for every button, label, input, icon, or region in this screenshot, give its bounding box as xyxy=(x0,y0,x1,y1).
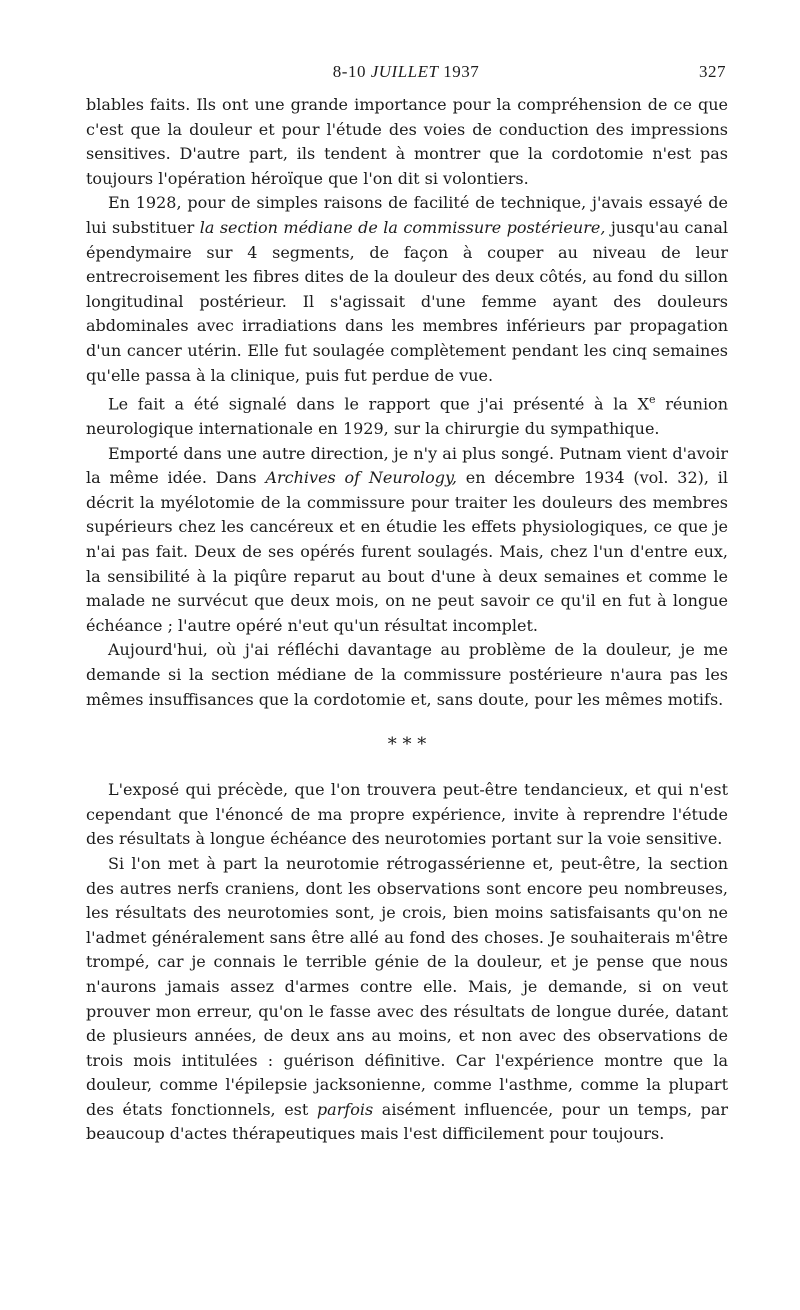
paragraph-3-superscript: e xyxy=(649,393,656,407)
paragraph-2-text-a: En 1928, pour de simples raisons de facilité de technique, j'avais essayé de lui substituer xyxy=(86,193,728,237)
running-header xyxy=(86,62,726,86)
paragraph-4 xyxy=(86,442,728,639)
header-date xyxy=(86,62,726,82)
article-body xyxy=(86,93,728,1147)
paragraph-7 xyxy=(86,852,728,1147)
paragraph-2-italic: la section médiane de la commissure postérieure, xyxy=(199,217,606,237)
paragraph-5: Aujourd'hui, où j'ai réfléchi davantage au problème de la douleur, je me demande si la section médiane de la commissure postérieure n'aura pas les mêmes insuffisances que la cordotomie et, sans doute, pour les mêmes motifs. xyxy=(86,640,728,709)
paragraph-7-italic: parfois xyxy=(316,1099,374,1119)
paragraph-3-text-b: réunion neurologique internationale en 1929, sur la chirurgie du sympathique. xyxy=(86,394,728,439)
paragraph-4-italic: Archives of Neurology, xyxy=(265,468,457,488)
paragraph-4-text-a: Emporté dans une autre direction, je n'y ai plus songé. Putnam vient d'avoir la même idée. Dans xyxy=(86,443,728,488)
paragraph-2-text-b: jusqu'au canal épendymaire sur 4 segments, de façon à couper au niveau de leur entrecroisement les fibres dites de la douleur des deux côtés, au fond du sillon longitudinal postérieur. Il s'agissait d'une femme ayant des douleurs abdominales avec irradiations dans les membres inférieurs par propagation d'un cancer utérin. Elle fut soulagée complètement pendant les cinq semaines qu'elle passa à la clinique, puis fut perdue de vue. xyxy=(86,217,729,385)
paragraph-3-text-a: Le fait a été signalé dans le rapport que j'ai présenté à la X xyxy=(108,394,650,414)
paragraph-3 xyxy=(86,388,728,442)
page-number: 327 xyxy=(699,62,726,81)
paragraph-7-text-b: aisément influencée, pour un temps, par beaucoup d'actes thérapeutiques mais l'est difficilement pour toujours. xyxy=(86,1099,729,1144)
paragraph-7-text-a: Si l'on met à part la neurotomie rétrogassérienne et, peut-être, la section des autres nerfs craniens, dont les observations sont encore peu nombreuses, les résultats des neurotomies sont, je crois, bien moins satisfaisants qu'on ne l'admet généralement sans être allé au fond des choses. Je souhaiterais m'être trompé, car je connais le terrible génie de la douleur, et je pense que nous n'aurons jamais assez d'armes contre elle. Mais, je demande, si on veut prouver mon erreur, qu'on le fasse avec des résultats de longue durée, datant de plusieurs années, de deux ans au moins, et non avec des observations de trois mois intitulées : guérison définitive. Car l'expérience montre que la douleur, comme l'épilepsie jacksonienne, comme l'asthme, comme la plupart des états fonctionnels, est xyxy=(86,853,728,1119)
paragraph-6: L'exposé qui précède, que l'on trouvera peut-être tendancieux, et qui n'est cependant que l'énoncé de ma propre expérience, invite à reprendre l'étude des résultats à longue échéance des neurotomies portant sur la voie sensitive. xyxy=(86,780,728,849)
header-date-year: 1937 xyxy=(438,62,480,81)
section-separator: * * * xyxy=(387,734,427,756)
header-date-month: JUILLET xyxy=(370,62,439,81)
paragraph-1: blables faits. Ils ont une grande importance pour la compréhension de ce que c'est que la douleur et pour l'étude des voies de conduction des impressions sensitives. D'autre part, ils tendent à montrer que la cordotomie n'est pas toujours l'opération héroïque que l'on dit si volontiers. xyxy=(86,95,728,188)
paragraph-2 xyxy=(86,191,728,388)
header-date-prefix: 8-10 xyxy=(332,62,371,81)
paragraph-4-text-b: en décembre 1934 (vol. 32), il décrit la myélotomie de la commissure pour traiter les douleurs des membres supérieurs chez les cancéreux et en étudie les effets physiologiques, ce que je n'ai pas fait. Deux de ses opérés furent soulagés. Mais, chez l'un d'entre eux, la sensibilité à la piqûre reparut au bout d'une à deux semaines et comme le malade ne survécut que deux mois, on ne peut savoir ce qu'il en fut à longue échéance ; l'autre opéré n'eut qu'un résultat incomplet. xyxy=(86,468,729,635)
